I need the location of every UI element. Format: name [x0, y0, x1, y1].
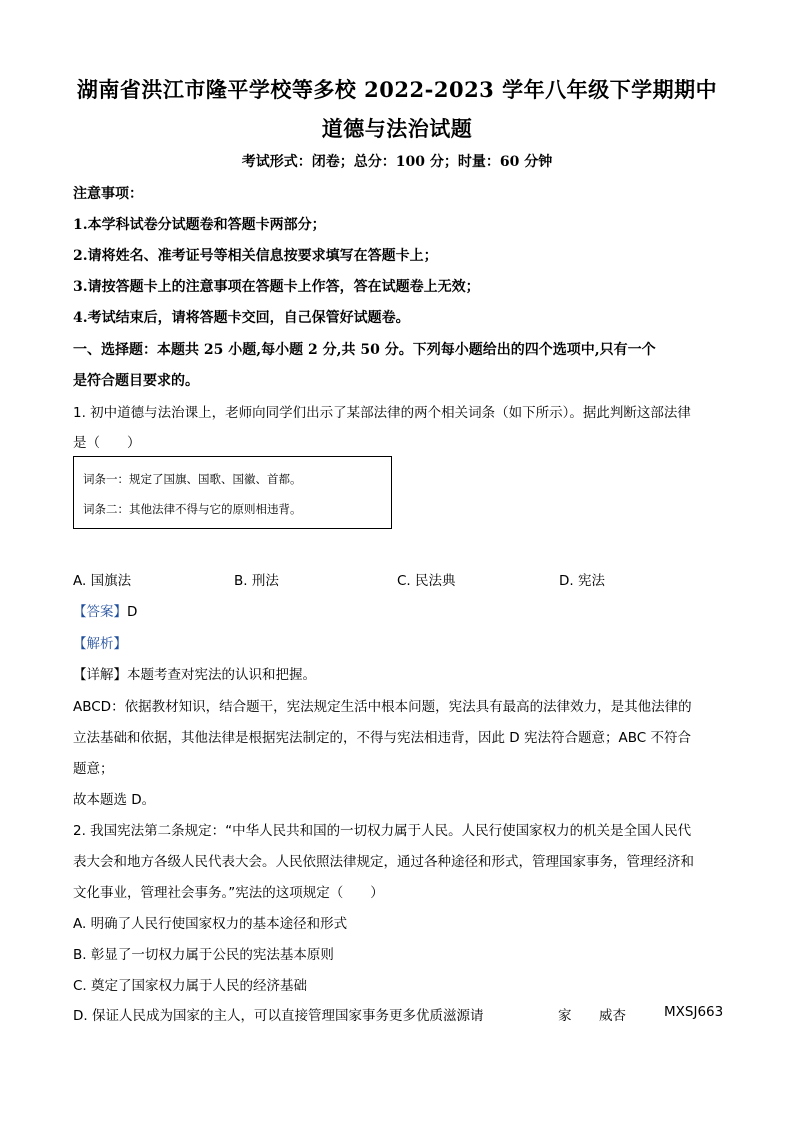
analysis-label: 【解析】 [73, 636, 127, 652]
watermark-text: 威杏 [599, 1008, 626, 1024]
q2-option-b: B. 彰显了一切权力属于公民的宪法基本原则 [73, 947, 334, 963]
q1-explanation-line3: 题意； [73, 761, 114, 777]
q1-option-c: C. 民法典 [397, 573, 456, 589]
exam-title-line1: 湖南省洪江市隆平学校等多校 2022-2023 学年八年级下学期期中 [76, 77, 718, 102]
answer-value: D [127, 604, 138, 620]
q1-explanation-line1: ABCD：依据教材知识，结合题干，宪法规定生活中根本问题，宪法具有最高的法律效力，是其他法律的 [73, 699, 692, 715]
notes-item: 3.请按答题卡上的注意事项在答题卡上作答，答在试题卷上无效； [73, 279, 480, 295]
notes-heading: 注意事项： [73, 186, 143, 202]
q1-option-a: A. 国旗法 [73, 573, 132, 589]
q1-detail [73, 663, 316, 683]
q2-option-d: D. 保证人民成为国家的主人，可以直接管理国家事务更多优质滋源请 [73, 1008, 484, 1024]
q1-answer [73, 600, 137, 620]
q2-stem-line3: 文化事业，管理社会事务。”宪法的这项规定（ ） [73, 885, 384, 901]
q1-option-d: D. 宪法 [559, 573, 605, 589]
section-heading-line1: 一、选择题：本题共 25 小题,每小题 2 分,共 50 分。下列每小题给出的四个选项中,只有一个 [73, 342, 656, 358]
q2-stem-line2: 表大会和地方各级人民代表大会。人民依照法律规定，通过各种途径和形式，管理国家事务，管理经济和 [73, 854, 694, 870]
q1-option-b: B. 刑法 [234, 573, 279, 589]
section-heading-line2: 是符合题目要求的。 [73, 373, 199, 389]
q1-stem-line1: 1. 初中道德与法治课上，老师向同学们出示了某部法律的两个相关词条（如下所示）。据此判断这部法律 [73, 405, 691, 421]
detail-label: 【详解】 [73, 667, 127, 683]
q2-stem-line1: 2. 我国宪法第二条规定：“中华人民共和国的一切权力属于人民。人民行使国家权力的机关是全国人民代 [73, 823, 692, 839]
q1-entry-1: 词条一：规定了国旗、国歌、国徽、首都。 [83, 472, 302, 486]
answer-label: 【答案】 [73, 604, 127, 620]
q1-explanation-line2: 立法基础和依据，其他法律是根据宪法制定的，不得与宪法相违背，因此 D 宪法符合题意；ABC 不符合 [73, 730, 691, 746]
q2-option-c: C. 奠定了国家权力属于人民的经济基础 [73, 978, 308, 994]
notes-item: 4.考试结束后，请将答题卡交回，自己保管好试题卷。 [73, 310, 410, 326]
watermark-code: MXSJ663 [664, 1004, 724, 1020]
q1-entry-box [73, 456, 392, 529]
exam-info: 考试形式：闭卷；总分：100 分；时量：60 分钟 [241, 154, 553, 170]
q1-analysis [73, 632, 127, 652]
q1-conclusion: 故本题选 D。 [73, 792, 156, 808]
notes-item: 1.本学科试卷分试题卷和答题卡两部分； [73, 217, 326, 233]
exam-title-line2: 道德与法治试题 [321, 116, 473, 141]
q2-option-a: A. 明确了人民行使国家权力的基本途径和形式 [73, 916, 348, 932]
notes-item: 2.请将姓名、准考证号等相关信息按要求填写在答题卡上； [73, 248, 438, 264]
detail-text: 本题考查对宪法的认识和把握。 [127, 667, 316, 683]
q1-stem-line2: 是（ ） [73, 435, 141, 451]
watermark-text: 家 [558, 1008, 572, 1024]
q1-entry-2: 词条二：其他法律不得与它的原则相违背。 [83, 502, 302, 516]
